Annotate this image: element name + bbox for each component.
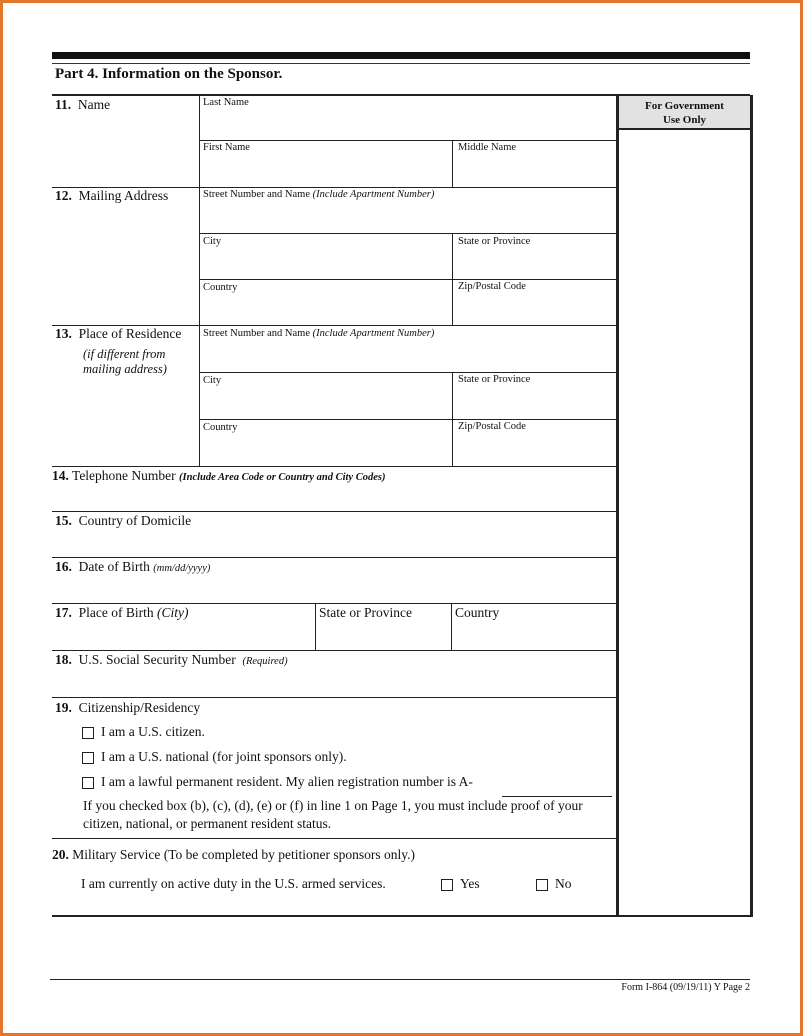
residence-street-field[interactable]	[203, 328, 434, 339]
q12-label	[55, 188, 168, 204]
gov-use-line1: For Government	[645, 100, 724, 112]
q11-text: Name	[77, 97, 111, 112]
q13-bottom	[52, 466, 616, 467]
q13-divider-1	[199, 372, 616, 373]
gov-column-left-border	[616, 95, 619, 917]
q12-number: 12.	[55, 188, 72, 203]
mailing-street-field[interactable]	[203, 189, 434, 200]
mailing-zip-field[interactable]: Zip/Postal Code	[458, 281, 526, 292]
q14-text: Telephone Number	[72, 468, 176, 483]
gov-use-line2: Use Only	[662, 114, 707, 126]
q16-note: (mm/dd/yyyy)	[153, 563, 211, 574]
q17-bottom	[52, 650, 616, 651]
military-no-checkbox[interactable]	[536, 879, 548, 891]
q11-divider	[199, 140, 616, 141]
ssn-field[interactable]	[55, 652, 288, 668]
q15-text: Country of Domicile	[78, 513, 192, 528]
q19-instruction-line1: If you checked box (b), (c), (d), (e) or (f) in line 1 on Page 1, you must include proof of your	[83, 798, 583, 813]
residence-country-field[interactable]: Country	[203, 422, 238, 433]
middle-name-field[interactable]: Middle Name	[458, 142, 517, 153]
q13-text: Place of Residence	[78, 326, 182, 341]
us-citizen-label: I am a U.S. citizen.	[101, 724, 205, 739]
q19-bottom	[52, 838, 616, 839]
telephone-field[interactable]	[52, 468, 385, 484]
dob-field[interactable]	[55, 559, 210, 575]
q16-number: 16.	[55, 559, 72, 574]
q20-number: 20.	[52, 847, 69, 862]
q16-text: Date of Birth	[78, 559, 150, 574]
permanent-resident-label: I am a lawful permanent resident. My alien registration number is A-	[101, 774, 473, 789]
q11-label	[55, 97, 110, 113]
q20-statement: I am currently on active duty in the U.S. armed services.	[81, 876, 386, 891]
mailing-state-field[interactable]: State or Province	[458, 236, 531, 247]
domicile-field[interactable]	[55, 513, 191, 529]
military-yes-checkbox[interactable]	[441, 879, 453, 891]
last-name-field[interactable]: Last Name	[203, 97, 249, 108]
footer-rule	[50, 979, 750, 980]
mailing-country-field[interactable]: Country	[203, 282, 238, 293]
q17-divider-2	[451, 603, 452, 650]
q12-text: Mailing Address	[78, 188, 169, 203]
birth-city-field[interactable]	[55, 605, 188, 621]
q20-label	[52, 847, 415, 863]
us-national-checkbox[interactable]	[82, 752, 94, 764]
q20-text: Military Service (To be completed by petitioner sponsors only.)	[72, 847, 415, 862]
top-thin-rule	[52, 63, 750, 64]
military-yes-label: Yes	[460, 876, 480, 891]
mailing-street-note: (Include Apartment Number)	[312, 189, 435, 200]
permanent-resident-checkbox[interactable]	[82, 777, 94, 789]
residence-street-note: (Include Apartment Number)	[312, 328, 435, 339]
alien-number-input[interactable]	[502, 796, 612, 797]
q15-number: 15.	[55, 513, 72, 528]
q17-divider-1	[315, 603, 316, 650]
part-title: Part 4. Information on the Sponsor.	[55, 66, 283, 82]
top-thick-rule	[52, 52, 750, 59]
gov-use-header	[619, 96, 750, 130]
residence-state-field[interactable]: State or Province	[458, 374, 531, 385]
q18-bottom	[52, 697, 616, 698]
first-name-field[interactable]: First Name	[203, 142, 250, 153]
q14-note: (Include Area Code or Country and City Codes)	[179, 472, 386, 483]
q17-note: (City)	[156, 605, 189, 620]
q11-number: 11.	[55, 97, 72, 112]
q12-divider-1	[199, 233, 616, 234]
q18-number: 18.	[55, 652, 72, 667]
q15-bottom	[52, 557, 616, 558]
gov-column-right-border	[750, 95, 753, 917]
q13-divider-2	[199, 419, 616, 420]
table-bottom-border	[52, 915, 752, 917]
us-citizen-checkbox[interactable]	[82, 727, 94, 739]
residence-street-label: Street Number and Name	[203, 328, 311, 339]
q14-bottom	[52, 511, 616, 512]
q12-divider-2	[199, 279, 616, 280]
q13-note-line1: (if different from	[83, 347, 166, 361]
birth-state-field[interactable]: State or Province	[319, 605, 412, 620]
q14-number: 14.	[52, 468, 69, 483]
form-footer: Form I-864 (09/19/11) Y Page 2	[621, 982, 750, 993]
q17-text: Place of Birth	[78, 605, 154, 620]
mailing-street-label: Street Number and Name	[203, 189, 311, 200]
q19-label	[55, 700, 200, 716]
q19-instruction-line2: citizen, national, or permanent resident status.	[83, 816, 332, 831]
q13-note-line2: mailing address)	[83, 362, 167, 376]
q13-label	[55, 326, 181, 342]
residence-zip-field[interactable]: Zip/Postal Code	[458, 421, 526, 432]
q17-number: 17.	[55, 605, 72, 620]
q19-text: Citizenship/Residency	[78, 700, 201, 715]
military-no-label: No	[555, 876, 572, 891]
q16-bottom	[52, 603, 616, 604]
birth-country-field[interactable]: Country	[455, 605, 500, 620]
label-column-divider	[199, 95, 200, 467]
q19-number: 19.	[55, 700, 72, 715]
mailing-city-field[interactable]: City	[203, 236, 222, 247]
us-national-label: I am a U.S. national (for joint sponsors only).	[101, 749, 347, 764]
residence-city-field[interactable]: City	[203, 375, 222, 386]
q18-note: (Required)	[242, 656, 288, 667]
q13-number: 13.	[55, 326, 72, 341]
q11-middle-divider	[452, 140, 453, 187]
q18-text: U.S. Social Security Number	[78, 652, 236, 667]
